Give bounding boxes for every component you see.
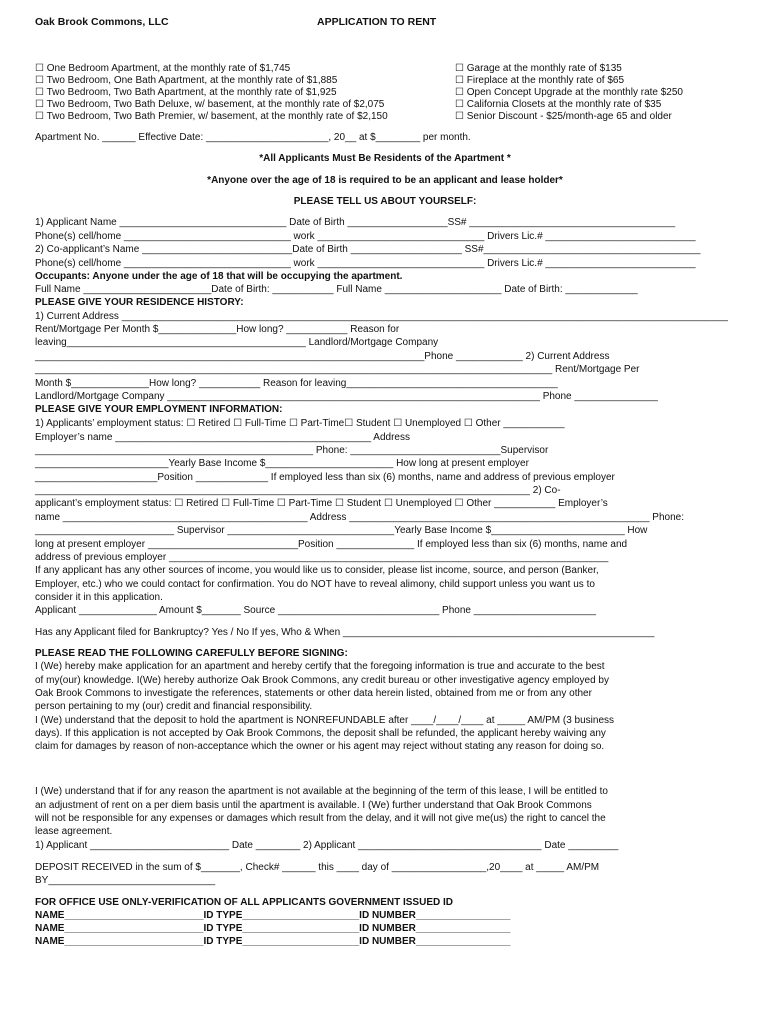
applicant-line-2[interactable]: Phone(s) cell/home ______________________________ work ______________________________ Drivers Lic.# ___________________________ (35, 231, 696, 242)
employment-line-10[interactable]: long at present employer ___________________________Position ______________ If employed less than six (6) months, name and (35, 539, 628, 550)
bankruptcy-line[interactable]: Has any Applicant filed for Bankruptcy? Yes / No If yes, Who & When ________________________________________________________ (35, 627, 655, 638)
company-name: Oak Brook Commons, LLC (35, 16, 169, 28)
other-income-line[interactable]: Applicant ______________ Amount $_______ Source _____________________________ Phone ______________________ (35, 605, 597, 616)
section-tell-us: PLEASE TELL US ABOUT YOURSELF: (293, 196, 477, 207)
certify-text: I (We) hereby make application for an apartment and hereby certify that the foregoing information is true and accurate to the best (35, 661, 605, 672)
occupants-line[interactable]: Full Name _______________________Date of Birth: ___________ Full Name _____________________ Date of Birth: _____________ (35, 284, 638, 295)
option-two-bed-premier[interactable]: ☐ Two Bedroom, Two Bath Premier, w/ basement, at the monthly rate of $2,150 (35, 111, 388, 122)
option-one-bedroom[interactable]: ☐ One Bedroom Apartment, at the monthly rate of $1,745 (35, 63, 291, 74)
availability-text: an adjustment of rent on a per diem basis until the apartment is available. I (We) further understand that Oak Brook Commons (35, 800, 592, 811)
employment-line-1[interactable]: 1) Applicants’ employment status: ☐ Retired ☐ Full-Time ☐ Part-Time☐ Student ☐ Unemployed ☐ Other ___________ (35, 418, 565, 429)
employment-line-2[interactable]: Employer’s name ______________________________________________ Address (35, 432, 410, 443)
deposit-text[interactable]: I (We) understand that the deposit to hold the apartment is NONREFUNDABLE after ____/____/____ at _____ AM/PM (3 business (35, 715, 615, 726)
option-fireplace[interactable]: ☐ Fireplace at the monthly rate of $65 (455, 75, 625, 86)
availability-text: lease agreement. (35, 826, 113, 837)
deposit-text: claim for damages by reason of non-acceptance which the owner or his agent may reject without stating any reason for doing so. (35, 741, 605, 752)
residence-line-7[interactable]: Landlord/Mortgage Company ___________________________________________________________________ Phone _______________ (35, 391, 658, 402)
certify-text: Oak Brook Commons to investigate the references, statements or other data herein listed, obtained from me or from any other (35, 688, 592, 699)
deposit-by-line[interactable]: BY______________________________ (35, 875, 216, 886)
signature-line[interactable]: 1) Applicant _________________________ Date ________ 2) Applicant _________________________________ Date _________ (35, 840, 619, 851)
employment-line-7[interactable]: applicant’s employment status: ☐ Retired ☐ Full-Time ☐ Part-Time ☐ Student ☐ Unemployed ☐ Other ___________ Employer’s (35, 498, 608, 509)
other-income-text-2: Employer, etc.) who we could contact for confirmation. You do NOT have to reveal alimony, child support unless you want us to (35, 579, 595, 590)
certify-text: of my(our) knowledge. I(We) hereby authorize Oak Brook Commons, any credit bureau or other investigative agency employed by (35, 675, 609, 686)
employment-line-11[interactable]: address of previous employer _______________________________________________________________________________ (35, 552, 609, 563)
notice-residents: *All Applicants Must Be Residents of the Apartment * (259, 153, 511, 164)
residence-line-3[interactable]: leaving___________________________________________ Landlord/Mortgage Company (35, 337, 439, 348)
deposit-received-line[interactable]: DEPOSIT RECEIVED in the sum of $_______, Check# ______ this ____ day of _________________,20____ at _____ AM/PM (35, 862, 600, 873)
option-two-bed-one-bath[interactable]: ☐ Two Bedroom, One Bath Apartment, at the monthly rate of $1,885 (35, 75, 338, 86)
office-use-heading: FOR OFFICE USE ONLY-VERIFICATION OF ALL APPLICANTS GOVERNMENT ISSUED ID (35, 897, 453, 908)
employment-heading: PLEASE GIVE YOUR EMPLOYMENT INFORMATION: (35, 404, 283, 415)
residence-heading: PLEASE GIVE YOUR RESIDENCE HISTORY: (35, 297, 244, 308)
id-verification-row[interactable]: NAME_________________________ID TYPE_____________________ID NUMBER_________________ (35, 936, 511, 947)
residence-line-6[interactable]: Month $______________How long? ___________ Reason for leaving______________________________________ (35, 378, 558, 389)
occupants-heading: Occupants: Anyone under the age of 18 that will be occupying the apartment. (35, 271, 403, 282)
availability-text: will not be responsible for any expenses or damages which result from the delay, and it will not give me(us) the right to cancel the (35, 813, 606, 824)
deposit-text: days). If this application is not accepted by Oak Brook Commons, the deposit shall be refunded, the applicant hereby waiving any (35, 728, 606, 739)
option-two-bed-deluxe[interactable]: ☐ Two Bedroom, Two Bath Deluxe, w/ basement, at the monthly rate of $2,075 (35, 99, 385, 110)
page-title: APPLICATION TO RENT (317, 16, 437, 28)
residence-line-4[interactable]: ______________________________________________________________________Phone ____________ 2) Current Address (35, 351, 610, 362)
employment-line-8[interactable]: name ____________________________________________ Address ______________________________________________________ Phone: (35, 512, 684, 523)
id-verification-row[interactable]: NAME_________________________ID TYPE_____________________ID NUMBER_________________ (35, 923, 511, 934)
availability-text: I (We) understand that if for any reason the apartment is not available at the beginning of the term of this lease, I will be entitled to (35, 786, 608, 797)
apartment-line[interactable]: Apartment No. ______ Effective Date: ______________________, 20__ at $________ per month. (35, 132, 471, 143)
employment-line-4[interactable]: ________________________Yearly Base Income $_______________________ How long at present employer (35, 458, 529, 469)
notice-age18: *Anyone over the age of 18 is required to be an applicant and lease holder* (207, 175, 563, 186)
other-income-text-1: If any applicant has any other sources of income, you would like us to consider, please list income, source, and person (Banker, (35, 565, 599, 576)
applicant-line-1[interactable]: 1) Applicant Name ______________________________ Date of Birth __________________SS# _____________________________________ (35, 217, 676, 228)
employment-line-5[interactable]: ______________________Position _____________ If employed less than six (6) months, name and address of previous employer (35, 472, 615, 483)
employment-line-9[interactable]: _________________________ Supervisor ______________________________Yearly Base Income $________________________ How (35, 525, 648, 536)
option-senior-discount[interactable]: ☐ Senior Discount - $25/month-age 65 and older (455, 111, 672, 122)
residence-line-5[interactable]: _____________________________________________________________________________________________ Rent/Mortgage Per (35, 364, 640, 375)
coapplicant-line-1[interactable]: 2) Co-applicant’s Name ___________________________Date of Birth ____________________ SS#_______________________________________ (35, 244, 701, 255)
option-two-bed-two-bath[interactable]: ☐ Two Bedroom, Two Bath Apartment, at the monthly rate of $1,925 (35, 87, 337, 98)
certify-text: person pertaining to my (our) credit and financial responsibility. (35, 701, 313, 712)
id-verification-row[interactable]: NAME_________________________ID TYPE_____________________ID NUMBER_________________ (35, 910, 511, 921)
residence-line-2[interactable]: Rent/Mortgage Per Month $______________How long? ___________ Reason for (35, 324, 400, 335)
option-california-closets[interactable]: ☐ California Closets at the monthly rate of $35 (455, 99, 662, 110)
employment-line-3[interactable]: __________________________________________________ Phone: ___________________________Supervisor (35, 445, 549, 456)
read-carefully-heading: PLEASE READ THE FOLLOWING CAREFULLY BEFORE SIGNING: (35, 648, 348, 659)
employment-line-6[interactable]: _________________________________________________________________________________________ 2) Co- (35, 485, 561, 496)
option-garage[interactable]: ☐ Garage at the monthly rate of $135 (455, 63, 622, 74)
option-open-concept[interactable]: ☐ Open Concept Upgrade at the monthly rate $250 (455, 87, 683, 98)
other-income-text-3: consider it in this application. (35, 592, 163, 603)
residence-line-1[interactable]: 1) Current Address _____________________________________________________________________________________________________________ (35, 311, 728, 322)
coapplicant-line-2[interactable]: Phone(s) cell/home ______________________________ work ______________________________ Drivers Lic.# ___________________________ (35, 258, 696, 269)
